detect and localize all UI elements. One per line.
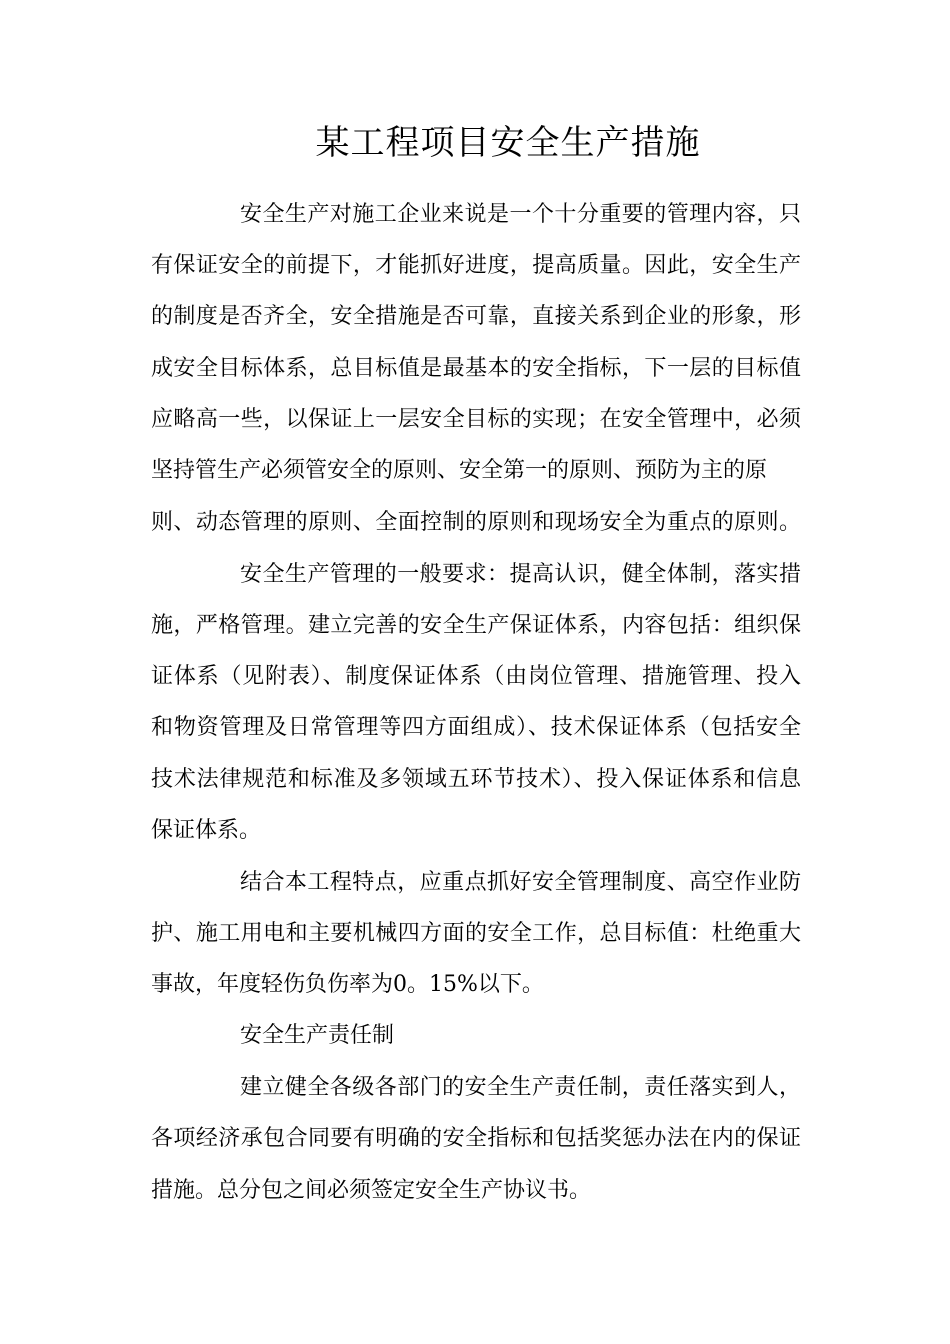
paragraph-1-line-5: 应略高一些，以保证上一层安全目标的实现；在安全管理中，必须 xyxy=(151,407,801,432)
paragraph-1-line-7: 则、动态管理的原则、全面控制的原则和现场安全为重点的原则。 xyxy=(151,510,801,535)
paragraph-4-line-3: 措施。总分包之间必须签定安全生产协议书。 xyxy=(151,1178,592,1203)
paragraph-4-line-1: 建立健全各级各部门的安全生产责任制，责任落实到人， xyxy=(240,1075,801,1100)
paragraph-2-line-5: 技术法律规范和标准及多领域五环节技术）、投入保证体系和信息 xyxy=(151,767,801,792)
paragraph-1-line-4: 成安全目标体系，总目标值是最基本的安全指标，下一层的目标值 xyxy=(151,356,801,381)
paragraph-1-line-3: 的制度是否齐全，安全措施是否可靠，直接关系到企业的形象，形 xyxy=(151,304,801,329)
paragraph-4-line-2: 各项经济承包合同要有明确的安全指标和包括奖惩办法在内的保证 xyxy=(151,1126,801,1151)
paragraph-3-line-2: 护、施工用电和主要机械四方面的安全工作，总目标值：杜绝重大 xyxy=(151,921,801,946)
section-heading: 安全生产责任制 xyxy=(240,1023,395,1048)
paragraph-1-line-2: 有保证安全的前提下，才能抓好进度，提高质量。因此，安全生产 xyxy=(151,253,801,278)
paragraph-2-line-6: 保证体系。 xyxy=(151,818,262,843)
paragraph-2-line-2: 施，严格管理。建立完善的安全生产保证体系，内容包括：组织保 xyxy=(151,613,801,638)
paragraph-2-line-4: 和物资管理及日常管理等四方面组成）、技术保证体系（包括安全 xyxy=(151,715,801,740)
paragraph-3-line-3: 事故，年度轻伤负伤率为0。15%以下。 xyxy=(151,972,544,997)
document-title: 某工程项目安全生产措施 xyxy=(315,123,701,163)
paragraph-2-line-1: 安全生产管理的一般要求：提高认识，健全体制，落实措 xyxy=(240,562,801,587)
paragraph-1-line-1: 安全生产对施工企业来说是一个十分重要的管理内容，只 xyxy=(240,202,801,227)
paragraph-3-line-1: 结合本工程特点，应重点抓好安全管理制度、高空作业防 xyxy=(240,870,801,895)
paragraph-1-line-6: 坚持管生产必须管安全的原则、安全第一的原则、预防为主的原 xyxy=(151,458,768,483)
paragraph-2-line-3: 证体系（见附表）、制度保证体系（由岗位管理、措施管理、投入 xyxy=(151,664,801,689)
